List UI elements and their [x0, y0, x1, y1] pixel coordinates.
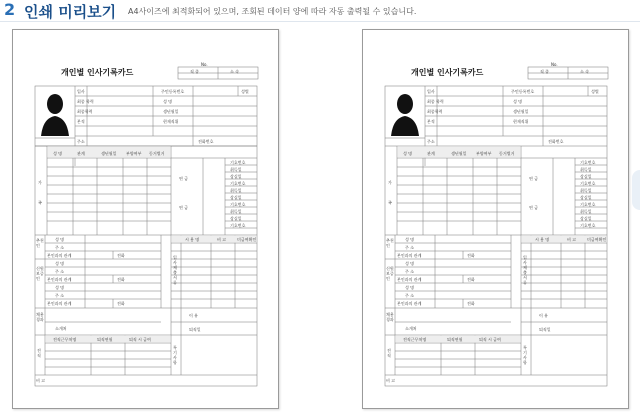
- family-col-relation: 관계: [77, 151, 85, 156]
- reason-label: 이 유: [189, 313, 198, 318]
- career-side: 입사제출서류: [523, 255, 527, 285]
- retire-side: 채용경과: [386, 312, 394, 322]
- name-label: 성 명: [163, 99, 172, 104]
- rank-label: 직 종: [540, 69, 549, 74]
- guarantor-phone: 전화: [467, 253, 475, 258]
- career-side: 입사제출서류: [173, 255, 177, 285]
- career-col-check: 미급여확인: [237, 237, 257, 242]
- family-side-bottom: 족: [38, 200, 42, 205]
- address-label: 주소: [77, 139, 85, 144]
- gender-label: 성별: [591, 89, 599, 94]
- guarantor-relation: 본인과의 관계: [397, 253, 422, 258]
- annual-row: 상실일: [230, 195, 242, 200]
- family-col-name: 성 명: [53, 151, 62, 156]
- family-col-support: 부양여부: [126, 151, 142, 156]
- guarantor-side: 추천인: [36, 238, 44, 248]
- family-side-top: 가: [388, 180, 392, 185]
- career-col-name: 시 용 명: [535, 237, 550, 242]
- annual-label-a: 연 금: [529, 176, 538, 181]
- guarantor2-name-b: 성 명: [405, 285, 414, 290]
- guarantor-name: 성 명: [55, 237, 64, 242]
- family-side-bottom: 족: [388, 200, 392, 205]
- annual-row: 기호번호: [230, 223, 246, 228]
- guarantor-side: 추천인: [386, 238, 394, 248]
- school-label: 최종 학력: [77, 99, 94, 104]
- guarantor2-relation-b: 본인과의 관계: [47, 301, 72, 306]
- school-major-label: 최종학력: [77, 109, 93, 114]
- guarantor2-side: 신원보증인: [386, 266, 394, 281]
- print-preview-page-1: [12, 29, 279, 409]
- annual-row: 취득일: [230, 188, 242, 193]
- reason-label: 이 유: [539, 313, 548, 318]
- annual-row: 기호번호: [230, 202, 246, 207]
- prev-job-col-pay: 퇴직 시 급여: [129, 337, 151, 342]
- guarantor-address: 주 소: [405, 245, 414, 250]
- prev-job-col-date: 퇴직연월: [447, 337, 463, 342]
- prev-job-col-pay: 퇴직 시 급여: [479, 337, 501, 342]
- introducer-label: 소개처: [405, 326, 417, 331]
- special-side: 특기사항: [173, 345, 177, 365]
- family-col-cohabit: 동거별거: [499, 151, 515, 156]
- no-label: No.: [551, 62, 558, 67]
- annual-row: 상실일: [230, 174, 242, 179]
- current-title-label: 현재직위: [163, 119, 179, 124]
- school-label: 최종 학력: [427, 99, 444, 104]
- guarantor2-relation: 본인과의 관계: [397, 277, 422, 282]
- annual-row: 상실일: [580, 174, 592, 179]
- guarantor2-address: 주 소: [405, 269, 414, 274]
- introducer-label: 소개처: [55, 326, 67, 331]
- family-col-name: 성 명: [403, 151, 412, 156]
- prev-job-side: 전직: [387, 348, 391, 358]
- birth-label: 생년월일: [513, 109, 529, 114]
- form-title: 개인별 인사기록카드: [411, 68, 484, 77]
- guarantor-phone: 전화: [117, 253, 125, 258]
- guarantor2-relation: 본인과의 관계: [47, 277, 72, 282]
- recruit-label: 입사: [427, 89, 435, 94]
- annual-row: 기호번호: [580, 202, 596, 207]
- birth-label: 생년월일: [163, 109, 179, 114]
- phone-label: 전화번호: [198, 139, 214, 144]
- annual-row: 상실일: [230, 216, 242, 221]
- prev-job-col-date: 퇴직연월: [97, 337, 113, 342]
- id-no-label: 주민등록번호: [511, 89, 535, 94]
- family-col-birth: 생년월일: [101, 151, 117, 156]
- school-major-label: 최종학력: [427, 109, 443, 114]
- prev-job-side: 전직: [37, 348, 41, 358]
- page-title: 인쇄 미리보기: [24, 3, 117, 21]
- guarantor2-phone-b: 전화: [467, 301, 475, 306]
- annual-label-b: 연 금: [529, 205, 538, 210]
- annual-row: 취득일: [230, 209, 242, 214]
- family-col-cohabit: 동거별거: [149, 151, 165, 156]
- guarantor2-name: 성 명: [405, 261, 414, 266]
- retire-date-label: 퇴직일: [189, 327, 201, 332]
- dept-label: 소 속: [580, 69, 589, 74]
- decorative-shape: [632, 170, 640, 210]
- career-col-name: 시 용 명: [185, 237, 200, 242]
- remark-label: 비 고: [36, 378, 45, 383]
- annual-row: 상실일: [580, 216, 592, 221]
- guarantor2-relation-b: 본인과의 관계: [397, 301, 422, 306]
- recruit-label: 입사: [77, 89, 85, 94]
- remark-label: 비 고: [386, 378, 395, 383]
- annual-row: 상실일: [580, 195, 592, 200]
- guarantor2-address-b: 주 소: [405, 293, 414, 298]
- address-label: 주소: [427, 139, 435, 144]
- guarantor2-phone: 전화: [467, 277, 475, 282]
- photo-silhouette-icon: [37, 88, 73, 136]
- annual-row: 취득일: [230, 167, 242, 172]
- family-col-support: 부양여부: [476, 151, 492, 156]
- origin-label: 본적: [77, 119, 85, 124]
- annual-row: 취득일: [580, 167, 592, 172]
- header-divider: [0, 21, 640, 22]
- guarantor2-address-b: 주 소: [55, 293, 64, 298]
- form-title: 개인별 인사기록카드: [61, 68, 134, 77]
- annual-label-a: 연 금: [179, 176, 188, 181]
- career-col-check: 미급여확인: [587, 237, 607, 242]
- step-number: 2: [4, 0, 16, 19]
- career-col-note: 비 고: [217, 237, 226, 242]
- annual-row: 취득일: [580, 188, 592, 193]
- annual-row: 기호번호: [580, 223, 596, 228]
- guarantor-address: 주 소: [55, 245, 64, 250]
- guarantor2-phone: 전화: [117, 277, 125, 282]
- page-header: [0, 0, 640, 22]
- guarantor-name: 성 명: [405, 237, 414, 242]
- prev-job-col-name: 전직근무처명: [403, 337, 427, 342]
- guarantor2-name-b: 성 명: [55, 285, 64, 290]
- guarantor2-side: 신원보증인: [36, 266, 44, 281]
- print-preview-page-2: [362, 29, 629, 409]
- annual-label-b: 연 금: [179, 205, 188, 210]
- page-description: A4사이즈에 최적화되어 있으며, 조회된 데이터 양에 따라 자동 출력될 수 있습니다.: [128, 7, 417, 16]
- retire-date-label: 퇴직일: [539, 327, 551, 332]
- photo-silhouette-icon: [387, 88, 423, 136]
- annual-row: 기호번호: [580, 181, 596, 186]
- guarantor2-name: 성 명: [55, 261, 64, 266]
- annual-row: 기호번호: [580, 160, 596, 165]
- current-title-label: 현재직위: [513, 119, 529, 124]
- annual-row: 기호번호: [230, 160, 246, 165]
- family-side-top: 가: [38, 180, 42, 185]
- dept-label: 소 속: [230, 69, 239, 74]
- id-no-label: 주민등록번호: [161, 89, 185, 94]
- annual-row: 취득일: [580, 209, 592, 214]
- annual-row: 기호번호: [230, 181, 246, 186]
- family-col-birth: 생년월일: [451, 151, 467, 156]
- gender-label: 성별: [241, 89, 249, 94]
- career-col-note: 비 고: [567, 237, 576, 242]
- rank-label: 직 종: [190, 69, 199, 74]
- prev-job-col-name: 전직근무처명: [53, 337, 77, 342]
- guarantor2-phone-b: 전화: [117, 301, 125, 306]
- retire-side: 채용경과: [36, 312, 44, 322]
- guarantor-relation: 본인과의 관계: [47, 253, 72, 258]
- no-label: No.: [201, 62, 208, 67]
- origin-label: 본적: [427, 119, 435, 124]
- family-col-relation: 관계: [427, 151, 435, 156]
- guarantor2-address: 주 소: [55, 269, 64, 274]
- special-side: 특기사항: [523, 345, 527, 365]
- phone-label: 전화번호: [548, 139, 564, 144]
- name-label: 성 명: [513, 99, 522, 104]
